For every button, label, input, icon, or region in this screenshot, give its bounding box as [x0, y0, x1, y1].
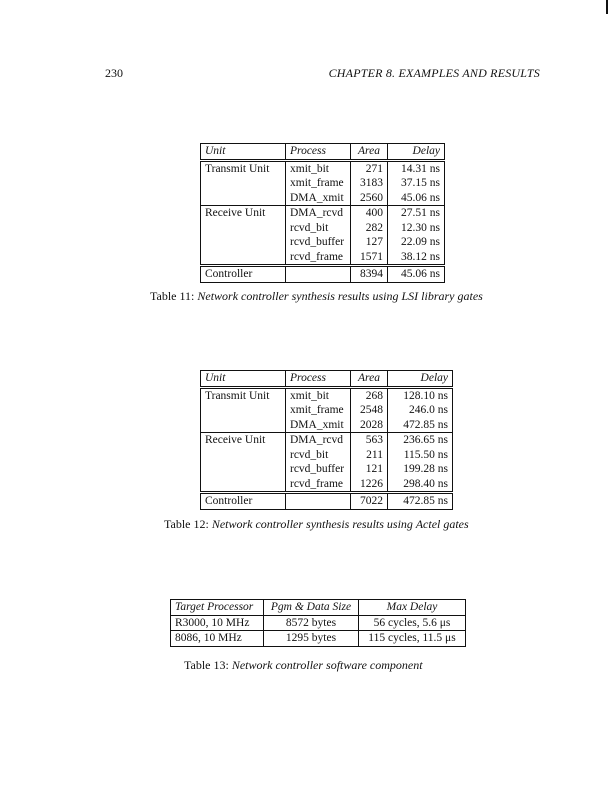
- table-row: [201, 448, 453, 463]
- cell-process: rcvd_frame: [286, 477, 351, 493]
- cell-process: [286, 493, 351, 510]
- cell-delay: 14.31 ns: [388, 160, 445, 176]
- cell-area: 121: [351, 462, 388, 477]
- table-row: [201, 206, 445, 221]
- cell-unit: Transmit Unit: [201, 160, 286, 176]
- caption-text: Network controller software component: [231, 658, 423, 672]
- cell-unit: [201, 176, 286, 191]
- cell-delay: 472.85 ns: [388, 493, 453, 510]
- cell-process: DMA_xmit: [286, 418, 351, 433]
- col-header-unit: Unit: [201, 371, 286, 388]
- caption-text: Network controller synthesis results using LSI library gates: [197, 289, 483, 303]
- table-row: [201, 418, 453, 433]
- cell-unit: Receive Unit: [201, 206, 286, 221]
- table-row: [201, 477, 453, 493]
- cell-process: rcvd_buffer: [286, 462, 351, 477]
- table-12: [200, 370, 453, 510]
- table-row-total: [201, 493, 453, 510]
- cell-delay: 128.10 ns: [388, 387, 453, 403]
- cell-process: [286, 266, 351, 283]
- caption-label: Table 12:: [164, 517, 209, 531]
- cell-delay: 12.30 ns: [388, 221, 445, 236]
- table-13: [170, 599, 466, 647]
- table-row: [201, 160, 445, 176]
- cell-delay: 115.50 ns: [388, 448, 453, 463]
- table-13-caption: [184, 658, 423, 673]
- cell-unit: [201, 250, 286, 266]
- table-row: [171, 631, 466, 647]
- cell-delay: 37.15 ns: [388, 176, 445, 191]
- cell-area: 400: [351, 206, 388, 221]
- cell-delay: 38.12 ns: [388, 250, 445, 266]
- cell-unit: Controller: [201, 266, 286, 283]
- cell-delay: 298.40 ns: [388, 477, 453, 493]
- cell-area: 282: [351, 221, 388, 236]
- table-header-row: [171, 600, 466, 616]
- col-header-max-delay: Max Delay: [359, 600, 466, 616]
- caption-label: Table 11:: [150, 289, 195, 303]
- cell-unit: [201, 403, 286, 418]
- col-header-area: Area: [351, 144, 388, 161]
- cell-process: rcvd_frame: [286, 250, 351, 266]
- cell-delay: 27.51 ns: [388, 206, 445, 221]
- table-row: [201, 403, 453, 418]
- cell-delay: 472.85 ns: [388, 418, 453, 433]
- table-row: [201, 221, 445, 236]
- cell-unit: [201, 221, 286, 236]
- table-row: [171, 615, 466, 631]
- cell-area: 211: [351, 448, 388, 463]
- cell-process: DMA_xmit: [286, 191, 351, 206]
- cell-unit: Receive Unit: [201, 433, 286, 448]
- table-row: [201, 462, 453, 477]
- col-header-target-processor: Target Processor: [171, 600, 264, 616]
- page-number: 230: [105, 66, 123, 80]
- table-row: [201, 433, 453, 448]
- cell-delay: 236.65 ns: [388, 433, 453, 448]
- table-11-caption: [150, 289, 483, 304]
- cell-target: 8086, 10 MHz: [171, 631, 264, 647]
- table-header-row: [201, 371, 453, 388]
- cell-unit: [201, 418, 286, 433]
- cell-process: DMA_rcvd: [286, 433, 351, 448]
- cell-area: 1226: [351, 477, 388, 493]
- col-header-process: Process: [286, 144, 351, 161]
- cell-area: 7022: [351, 493, 388, 510]
- cell-area: 8394: [351, 266, 388, 283]
- cell-unit: [201, 462, 286, 477]
- cell-area: 3183: [351, 176, 388, 191]
- table-11: [200, 143, 445, 283]
- cell-process: xmit_bit: [286, 160, 351, 176]
- col-header-area: Area: [351, 371, 388, 388]
- table-row: [201, 387, 453, 403]
- table-row: [201, 191, 445, 206]
- cell-delay: 45.06 ns: [388, 191, 445, 206]
- table-row: [201, 250, 445, 266]
- cell-delay: 246.0 ns: [388, 403, 453, 418]
- table-row-total: [201, 266, 445, 283]
- table-row: [201, 176, 445, 191]
- cell-area: 2548: [351, 403, 388, 418]
- cell-delay: 22.09 ns: [388, 235, 445, 250]
- cell-delay: 45.06 ns: [388, 266, 445, 283]
- caption-label: Table 13:: [184, 658, 229, 672]
- cell-target: R3000, 10 MHz: [171, 615, 264, 631]
- running-head: CHAPTER 8. EXAMPLES AND RESULTS: [328, 66, 540, 80]
- table-12-caption: [164, 517, 469, 532]
- cell-process: xmit_frame: [286, 403, 351, 418]
- cell-process: DMA_rcvd: [286, 206, 351, 221]
- cell-area: 563: [351, 433, 388, 448]
- cell-area: 2028: [351, 418, 388, 433]
- cell-unit: Transmit Unit: [201, 387, 286, 403]
- cell-delay: 115 cycles, 11.5 μs: [359, 631, 466, 647]
- cell-delay: 199.28 ns: [388, 462, 453, 477]
- col-header-process: Process: [286, 371, 351, 388]
- caption-text: Network controller synthesis results using Actel gates: [211, 517, 469, 531]
- cell-process: xmit_bit: [286, 387, 351, 403]
- cell-area: 2560: [351, 191, 388, 206]
- cell-area: 268: [351, 387, 388, 403]
- col-header-unit: Unit: [201, 144, 286, 161]
- cell-process: rcvd_bit: [286, 221, 351, 236]
- col-header-delay: Delay: [388, 144, 445, 161]
- cell-process: rcvd_bit: [286, 448, 351, 463]
- cell-area: 1571: [351, 250, 388, 266]
- cell-unit: [201, 477, 286, 493]
- cell-unit: Controller: [201, 493, 286, 510]
- page-edge-mark: [606, 0, 608, 14]
- col-header-delay: Delay: [388, 371, 453, 388]
- cell-size: 1295 bytes: [264, 631, 359, 647]
- table-row: [201, 235, 445, 250]
- cell-process: rcvd_buffer: [286, 235, 351, 250]
- cell-unit: [201, 235, 286, 250]
- cell-unit: [201, 191, 286, 206]
- cell-unit: [201, 448, 286, 463]
- table-header-row: [201, 144, 445, 161]
- cell-area: 271: [351, 160, 388, 176]
- cell-delay: 56 cycles, 5.6 μs: [359, 615, 466, 631]
- cell-size: 8572 bytes: [264, 615, 359, 631]
- cell-process: xmit_frame: [286, 176, 351, 191]
- col-header-pgm-data-size: Pgm & Data Size: [264, 600, 359, 616]
- cell-area: 127: [351, 235, 388, 250]
